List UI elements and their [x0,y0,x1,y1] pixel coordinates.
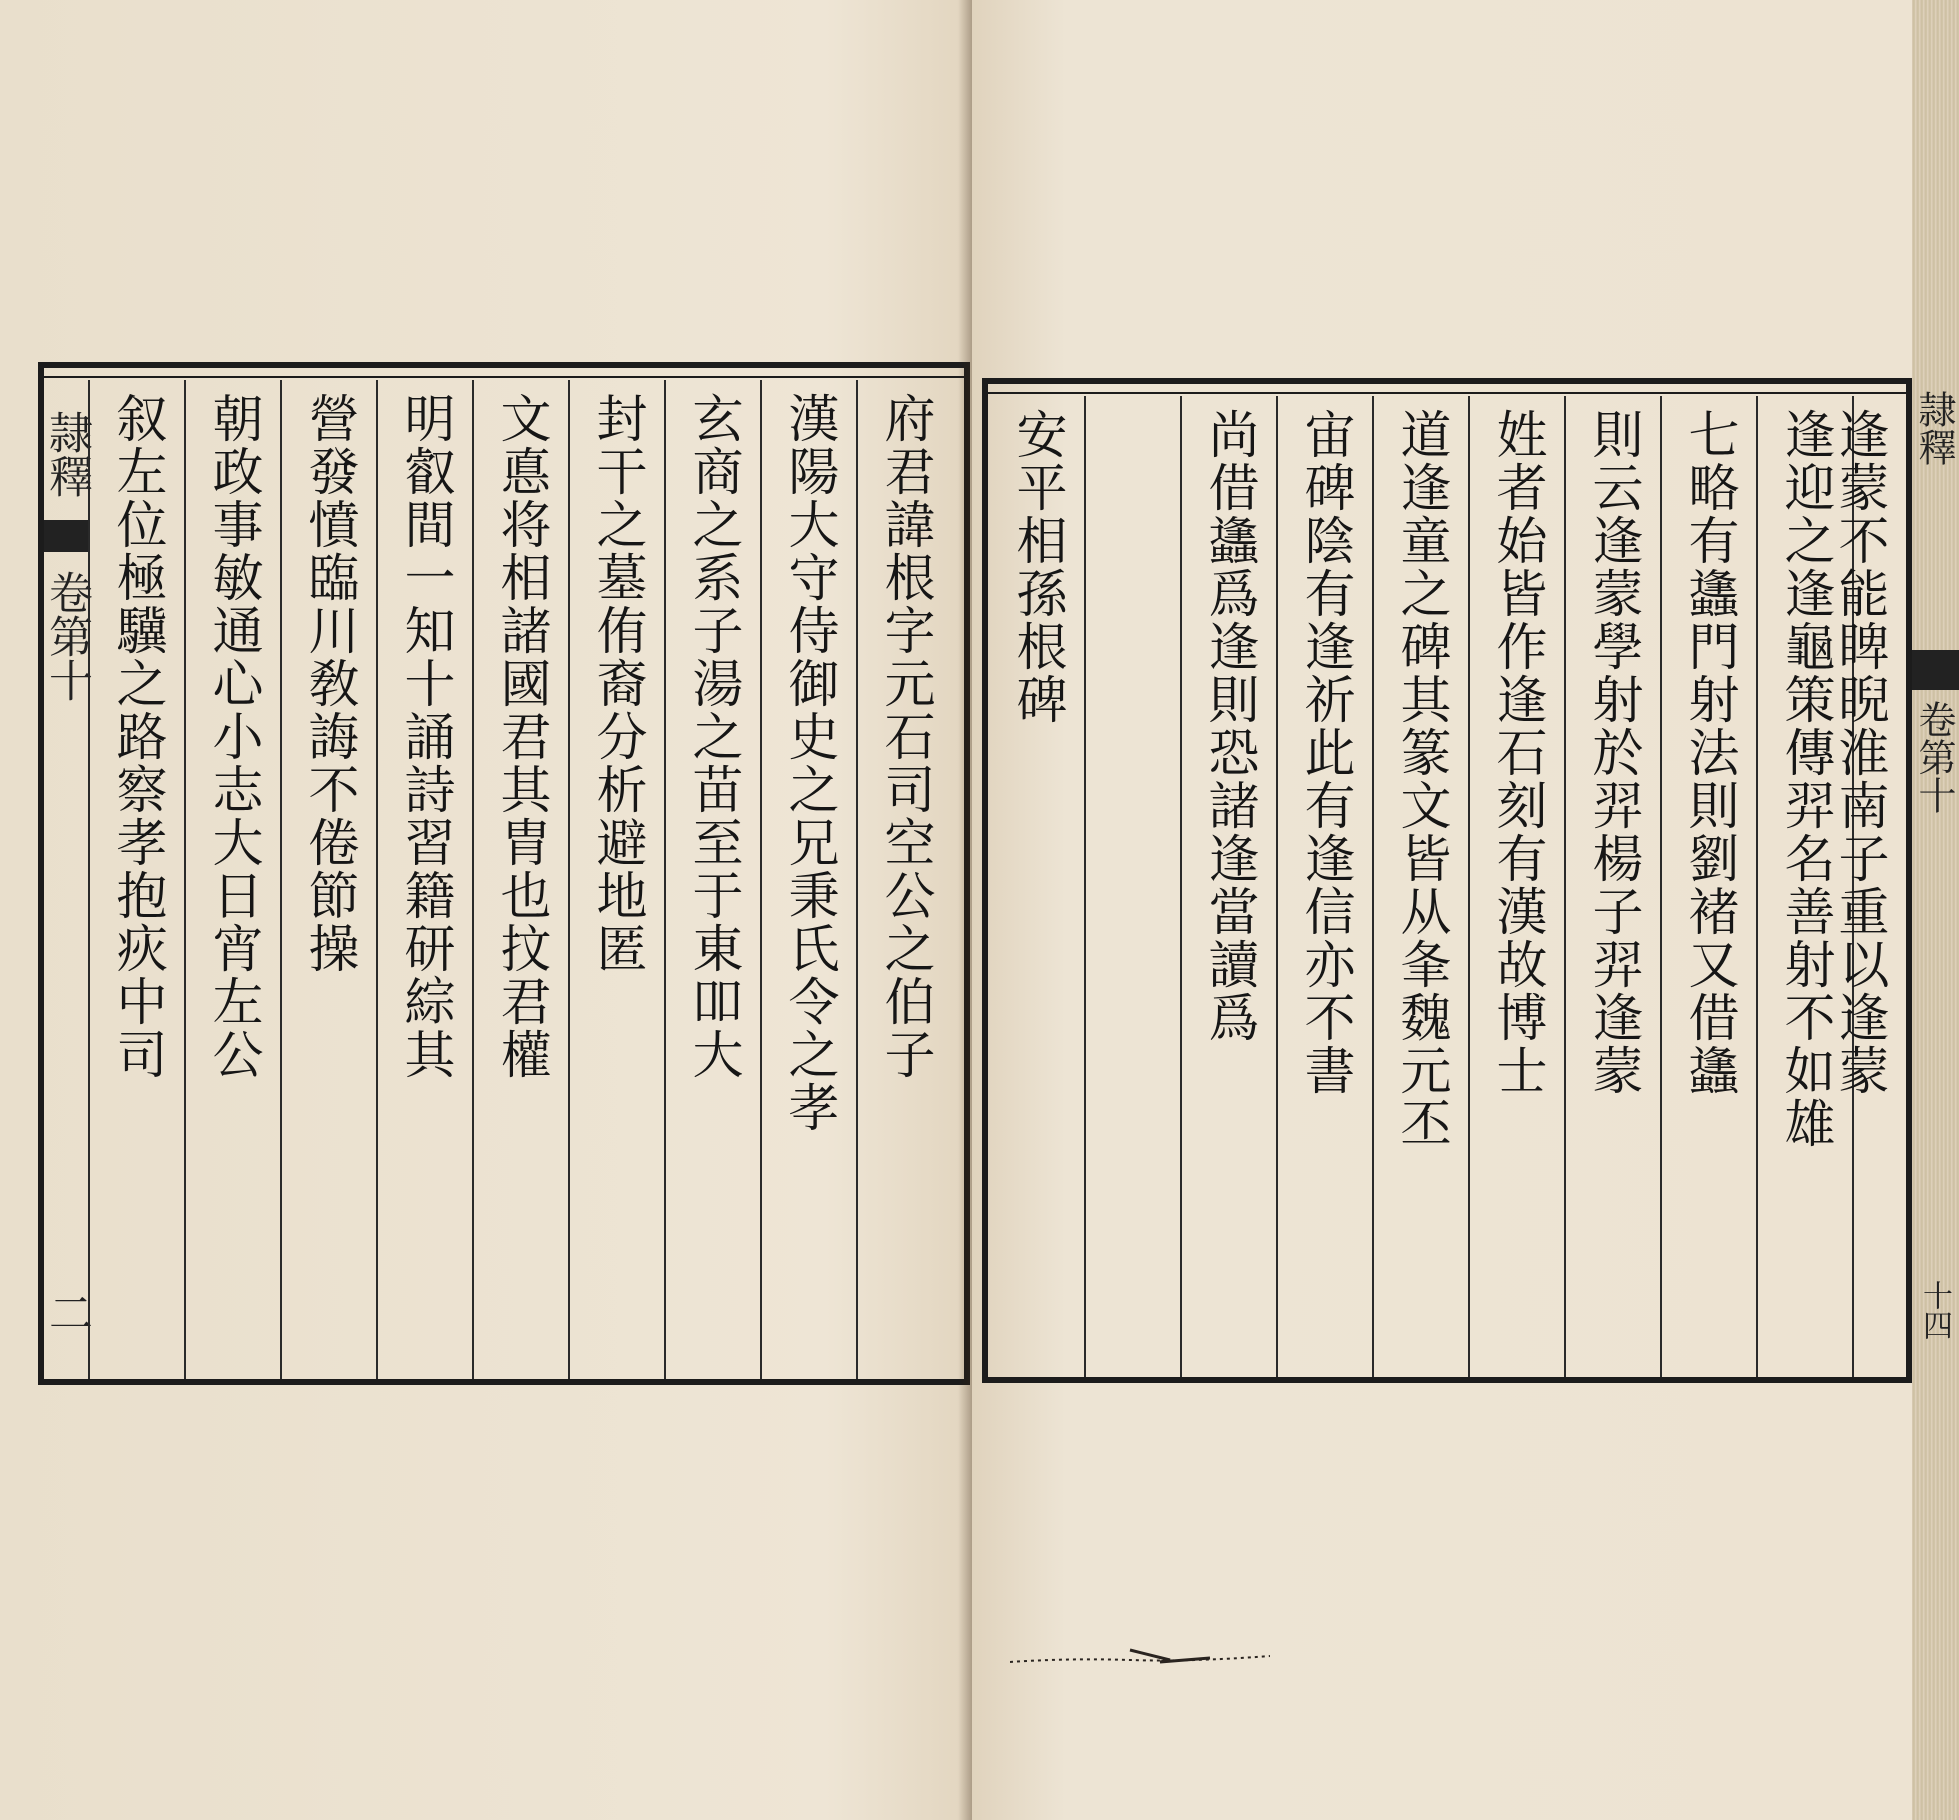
right-column-1: 逢蒙不能睥睨淮南子重以逢蒙 [1852,396,1906,1377]
right-column-8: 尚借蠭爲逢則恐諸逢當讀爲 [1180,396,1276,1377]
right-column-10: 安平相孫根碑 [1007,408,1066,726]
left-column-7: 營發憤臨川敎誨不倦節操 [280,380,376,1379]
right-margin-title: 隷釋 [1912,390,1956,466]
left-margin-page: 二 [41,1290,92,1334]
left-column-1: 府君諱根字元石司空公之伯子 [856,380,952,1379]
left-column-3: 玄商之系子湯之苗至于東吅大 [664,380,760,1379]
left-column-2: 漢陽大守侍御史之兄秉氏令之孝 [760,380,856,1379]
left-column-8: 朝政事敏通心小志大日宵左公 [184,380,280,1379]
left-margin-title: 隷釋 [41,410,92,498]
right-column-2: 逢迎之逢龜策傳羿名善射不如雄 [1756,396,1852,1377]
right-column-4: 則云逢蒙學射於羿楊子羿逢蒙 [1564,396,1660,1377]
left-margin-volume: 卷第十 [41,570,92,702]
right-text-frame [982,378,1912,1383]
page-edge-stack [1912,0,1959,1820]
right-margin-page: 十四 [1917,1280,1952,1340]
right-column-9 [1084,396,1180,1377]
right-column-5: 姓者始皆作逢石刻有漢故博士 [1468,396,1564,1377]
left-margin-column [41,380,92,1379]
right-column-7: 宙碑陰有逢祈此有逢信亦不書 [1276,396,1372,1377]
right-column-3: 七略有蠭門射法則劉褚又借蠭 [1660,396,1756,1377]
left-column-4: 封干之墓侑裔分析避地匿 [568,380,664,1379]
left-text-frame [38,362,970,1385]
left-column-9: 叙左位極驥之路察孝抱疢中司 [88,380,184,1379]
left-column-5: 文悳将相諸國君其胄也抆君權 [472,380,568,1379]
paper-scratch-mark [1010,1640,1270,1670]
right-margin-volume: 卷第十 [1912,700,1956,814]
left-column-6: 明叡間一知十誦詩習籍研綜其 [376,380,472,1379]
left-fish-tail [44,520,88,552]
right-column-6: 道逢童之碑其篆文皆从夆魏元丕 [1372,396,1468,1377]
right-fish-tail [1912,650,1959,690]
